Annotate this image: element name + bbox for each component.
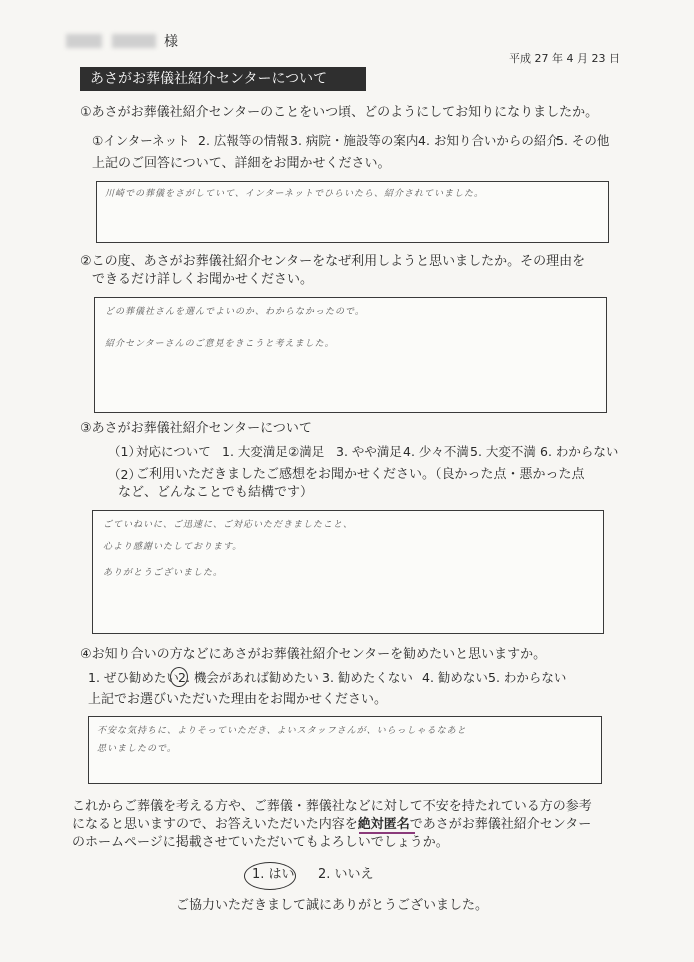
q1-option-4: 4. お知り合いからの紹介 — [418, 133, 559, 148]
q2-answer-line1: どの葬儀社さんを選んでよいのか、わからなかったので。 — [105, 307, 365, 317]
consent-line1: これからご葬儀を考える方や、ご葬儀・葬儀社などに対して不安を持たれている方の参考 — [72, 799, 592, 814]
redacted-name-block-2 — [112, 34, 156, 48]
q3-option-5: 5. 大変不満 — [470, 444, 536, 459]
q4-option-3: 3. 勧めたくない — [322, 670, 413, 685]
consent-line2 — [72, 816, 591, 834]
document-date: 平成 27 年 4 月 23 日 — [509, 52, 620, 65]
q1-option-5: 5. その他 — [556, 133, 610, 148]
q1-answer-box — [96, 181, 609, 243]
q4-answer-line2: 思いましたので。 — [97, 744, 177, 754]
q4-option-4: 4. 勧めない — [422, 670, 488, 685]
q2-question-line2: できるだけ詳しくお聞かせください。 — [92, 272, 314, 287]
redacted-name-block-1 — [66, 34, 102, 48]
q3-sub1-text: 対応について — [136, 444, 211, 459]
q4-question: ④お知り合いの方などにあさがお葬儀社紹介センターを勧めたいと思いますか。 — [80, 647, 547, 662]
honorific: 様 — [164, 34, 178, 50]
q1-question: ①あさがお葬儀社紹介センターのことをいつ頃、どのようにしてお知りになりましたか。 — [80, 105, 599, 120]
section-title: あさがお葬儀社紹介センターについて — [80, 67, 366, 91]
q4-answer-line1: 不安な気持ちに、よりそっていただき、よいスタッフさんが、いらっしゃるなあと — [97, 726, 467, 736]
q3-option-1: 1. 大変満足 — [222, 444, 288, 459]
q4-answer-box — [88, 716, 602, 784]
q4-option-1: 1. ぜひ勧めたい — [88, 670, 179, 685]
q3-sub1-label: （1） — [108, 444, 141, 459]
q2-answer-line2: 紹介センターさんのご意見をきこうと考えました。 — [105, 339, 335, 349]
q1-detail-prompt: 上記のご回答について、詳細をお聞かせください。 — [92, 156, 391, 171]
q3-answer-line2: 心より感謝いたしております。 — [103, 542, 243, 552]
footer-thanks: ご協力いただきまして誠にありがとうございました。 — [176, 898, 489, 913]
q3-option-4: 4. 少々不満 — [403, 444, 469, 459]
q3-question: ③あさがお葬儀社紹介センターについて — [80, 421, 312, 436]
q3-sub2-label: （2） — [108, 467, 141, 482]
consent-line2-post: であさがお葬儀社紹介センター — [409, 817, 592, 832]
q3-answer-line1: ごていねいに、ご迅速に、ご対応いただきましたこと、 — [103, 520, 354, 530]
consent-no: 2. いいえ — [318, 867, 374, 882]
q1-option-2: 2. 広報等の情報 — [198, 133, 289, 148]
q1-option-3: 3. 病院・施設等の案内 — [290, 133, 419, 148]
consent-line3: のホームページに掲載させていただいてもよろしいでしょうか。 — [72, 835, 449, 850]
q4-option-5: 5. わからない — [488, 670, 567, 685]
consent-line2-pre: になると思いますので、お答えいただいた内容を — [72, 817, 358, 832]
q1-option-1: ①インターネット — [92, 133, 190, 148]
q3-sub2-line1: ご利用いただきましたご感想をお聞かせください。（良かった点・悪かった点 — [136, 467, 585, 482]
q3-answer-line3: ありがとうございました。 — [103, 568, 224, 578]
q4-detail-prompt: 上記でお選びいただいた理由をお聞かせください。 — [88, 692, 388, 707]
q3-sub2-line2: など、どんなことでも結構です） — [118, 485, 314, 500]
q3-option-2: ②満足 — [288, 444, 325, 459]
anonymity-emphasis: 絶対匿名 — [357, 817, 410, 832]
q3-option-6: 6. わからない — [540, 444, 619, 459]
q3-answer-box — [92, 510, 604, 634]
q2-question-line1: ②この度、あさがお葬儀社紹介センターをなぜ利用しようと思いましたか。その理由を — [80, 254, 586, 269]
q1-answer: 川崎での葬儀をさがしていて、インターネットでひらいたら、紹介されていました。 — [105, 189, 485, 199]
q2-answer-box — [94, 297, 607, 413]
q4-option-2: 2. 機会があれば勧めたい — [178, 670, 319, 685]
consent-yes: 1. はい — [252, 867, 295, 882]
q3-option-3: 3. やや満足 — [336, 444, 402, 459]
